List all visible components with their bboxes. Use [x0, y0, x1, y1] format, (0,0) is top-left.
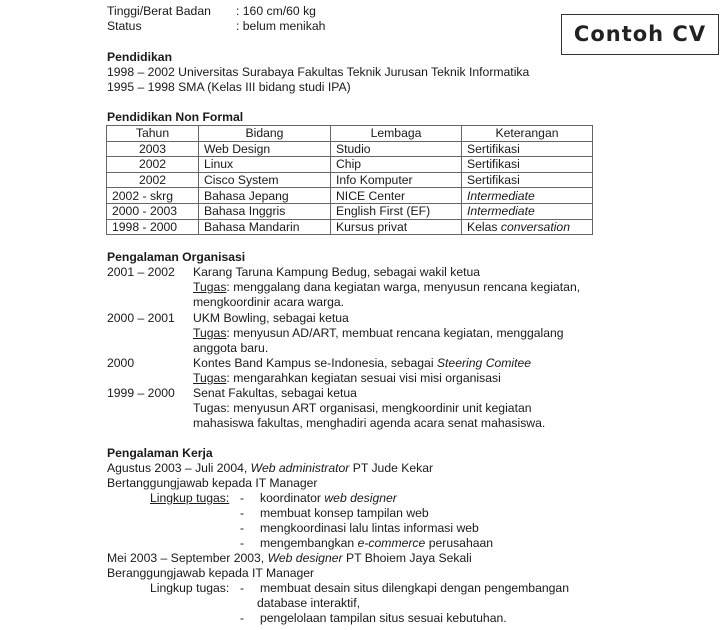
institution-cell: Kursus privat [331, 219, 462, 235]
bullet-dash: - [240, 521, 245, 535]
status-value: : belum menikah [236, 19, 326, 33]
task-label: Tugas [193, 371, 227, 385]
job-title-line [107, 551, 472, 566]
institution-cell: English First (EF) [331, 203, 462, 219]
org-task: Tugas: menyusun ART organisasi, mengkoordinir unit kegiatan [193, 401, 532, 415]
job-task [260, 491, 397, 506]
bullet-dash: - [240, 536, 245, 550]
table-header-row [107, 126, 593, 142]
field-cell: Bahasa Jepang [199, 188, 331, 204]
job-task: membuat konsep tampilan web [260, 506, 429, 520]
table-row [107, 172, 593, 188]
org-period: 2000 [107, 356, 135, 370]
bullet-dash: - [240, 581, 245, 595]
scope-label: Lingkup tugas: [150, 581, 230, 595]
job-responsibility: Bertanggungjawab kepada IT Manager [107, 476, 318, 490]
job-period: Mei 2003 – September 2003, [107, 551, 268, 565]
job-task-cont: database interaktif, [257, 596, 360, 610]
scope-label: Lingkup tugas: [150, 491, 230, 505]
nonformal-table [106, 125, 593, 235]
org-task [193, 371, 501, 386]
task-italic: web designer [324, 491, 397, 505]
institution-cell: NICE Center [331, 188, 462, 204]
year-cell: 2000 - 2003 [107, 203, 199, 219]
education-line: 1998 – 2002 Universitas Surabaya Fakultas Teknik Jurusan Teknik Informatika [107, 65, 530, 79]
field-cell: Bahasa Mandarin [199, 219, 331, 235]
note-cell: Sertifikasi [462, 172, 593, 188]
column-header: Tahun [107, 126, 199, 142]
table-row [107, 188, 593, 204]
task-text: perusahaan [425, 536, 494, 550]
job-role: Web administrator [250, 461, 350, 475]
height-weight-label: Tinggi/Berat Badan [107, 4, 211, 18]
column-header: Keterangan [462, 126, 593, 142]
job-task [260, 536, 493, 551]
org-period: 2001 – 2002 [107, 265, 175, 279]
job-responsibility: Beranggungjawab kepada IT Manager [107, 566, 315, 580]
org-role-italic: Steering Comitee [436, 356, 532, 370]
table-row [107, 203, 593, 219]
org-period: 1999 – 2000 [107, 386, 175, 400]
column-header: Bidang [199, 126, 331, 142]
org-task [193, 280, 580, 295]
institution-cell: Info Komputer [331, 172, 462, 188]
org-task [193, 326, 564, 341]
column-header: Lembaga [331, 126, 462, 142]
job-task: mengkoordinasi lalu lintas informasi web [260, 521, 479, 535]
table-row [107, 157, 593, 173]
note-italic: conversation [500, 219, 570, 234]
task-text: : menggalang dana kegiatan warga, menyusun rencana kegiatan, [226, 280, 581, 294]
note-cell: Intermediate [462, 203, 593, 219]
year-cell: 2002 [107, 157, 199, 173]
bullet-dash: - [240, 491, 245, 505]
nonformal-heading: Pendidikan Non Formal [107, 110, 244, 124]
table-row [107, 141, 593, 157]
cv-example-badge: Contoh CV [561, 14, 719, 55]
org-task-cont: mengkoordinir acara warga. [193, 295, 345, 309]
field-cell: Linux [199, 157, 331, 173]
institution-cell: Studio [331, 141, 462, 157]
task-italic: e-commerce [357, 536, 426, 550]
note-cell: Intermediate [462, 188, 593, 204]
note-cell: Sertifikasi [462, 141, 593, 157]
task-text: koordinator [260, 491, 325, 505]
job-title-line [107, 461, 433, 476]
org-task-cont: anggota baru. [193, 341, 269, 355]
status-label: Status [107, 19, 142, 33]
note-prefix: Kelas [467, 219, 501, 234]
org-period: 2000 – 2001 [107, 311, 175, 325]
org-title: Karang Taruna Kampung Bedug, sebagai wakil ketua [193, 265, 481, 279]
task-text: : mengarahkan kegiatan sesuai visi misi organisasi [226, 371, 501, 385]
year-cell: 2002 - skrg [107, 188, 199, 204]
task-label: Tugas [193, 326, 227, 340]
bullet-dash: - [240, 611, 245, 625]
job-period: Agustus 2003 – Juli 2004, [107, 461, 251, 475]
job-task: membuat desain situs dilengkapi dengan pengembangan [260, 581, 569, 595]
organization-heading: Pengalaman Organisasi [107, 250, 246, 264]
year-cell: 1998 - 2000 [107, 219, 199, 235]
org-task-cont: mahasiswa fakultas, menghadiri agenda acara senat mahasiswa. [193, 416, 546, 430]
org-title: Senat Fakultas, sebagai ketua [193, 386, 357, 400]
job-company: PT Jude Kekar [349, 461, 434, 475]
note-cell [462, 219, 593, 235]
org-title: UKM Bowling, sebagai ketua [193, 311, 349, 325]
task-text: : menyusun AD/ART, membuat rencana kegiatan, menggalang [226, 326, 564, 340]
job-role: Web designer [267, 551, 343, 565]
job-task: pengelolaan tampilan situs sesuai kebutuhan. [260, 611, 507, 625]
field-cell: Web Design [199, 141, 331, 157]
field-cell: Cisco System [199, 172, 331, 188]
job-company: PT Bhoiem Jaya Sekali [342, 551, 472, 565]
institution-cell: Chip [331, 157, 462, 173]
table-row [107, 219, 593, 235]
org-title [193, 356, 531, 371]
task-label: Tugas [193, 280, 227, 294]
task-text: mengembangkan [260, 536, 358, 550]
note-cell: Sertifikasi [462, 157, 593, 173]
education-line: 1995 – 1998 SMA (Kelas III bidang studi IPA) [107, 80, 351, 94]
year-cell: 2003 [107, 141, 199, 157]
height-weight-value: : 160 cm/60 kg [236, 4, 316, 18]
bullet-dash: - [240, 506, 245, 520]
field-cell: Bahasa Inggris [199, 203, 331, 219]
education-heading: Pendidikan [107, 50, 173, 64]
work-heading: Pengalaman Kerja [107, 446, 213, 460]
org-title-text: Kontes Band Kampus se-Indonesia, sebagai [193, 356, 437, 370]
year-cell: 2002 [107, 172, 199, 188]
